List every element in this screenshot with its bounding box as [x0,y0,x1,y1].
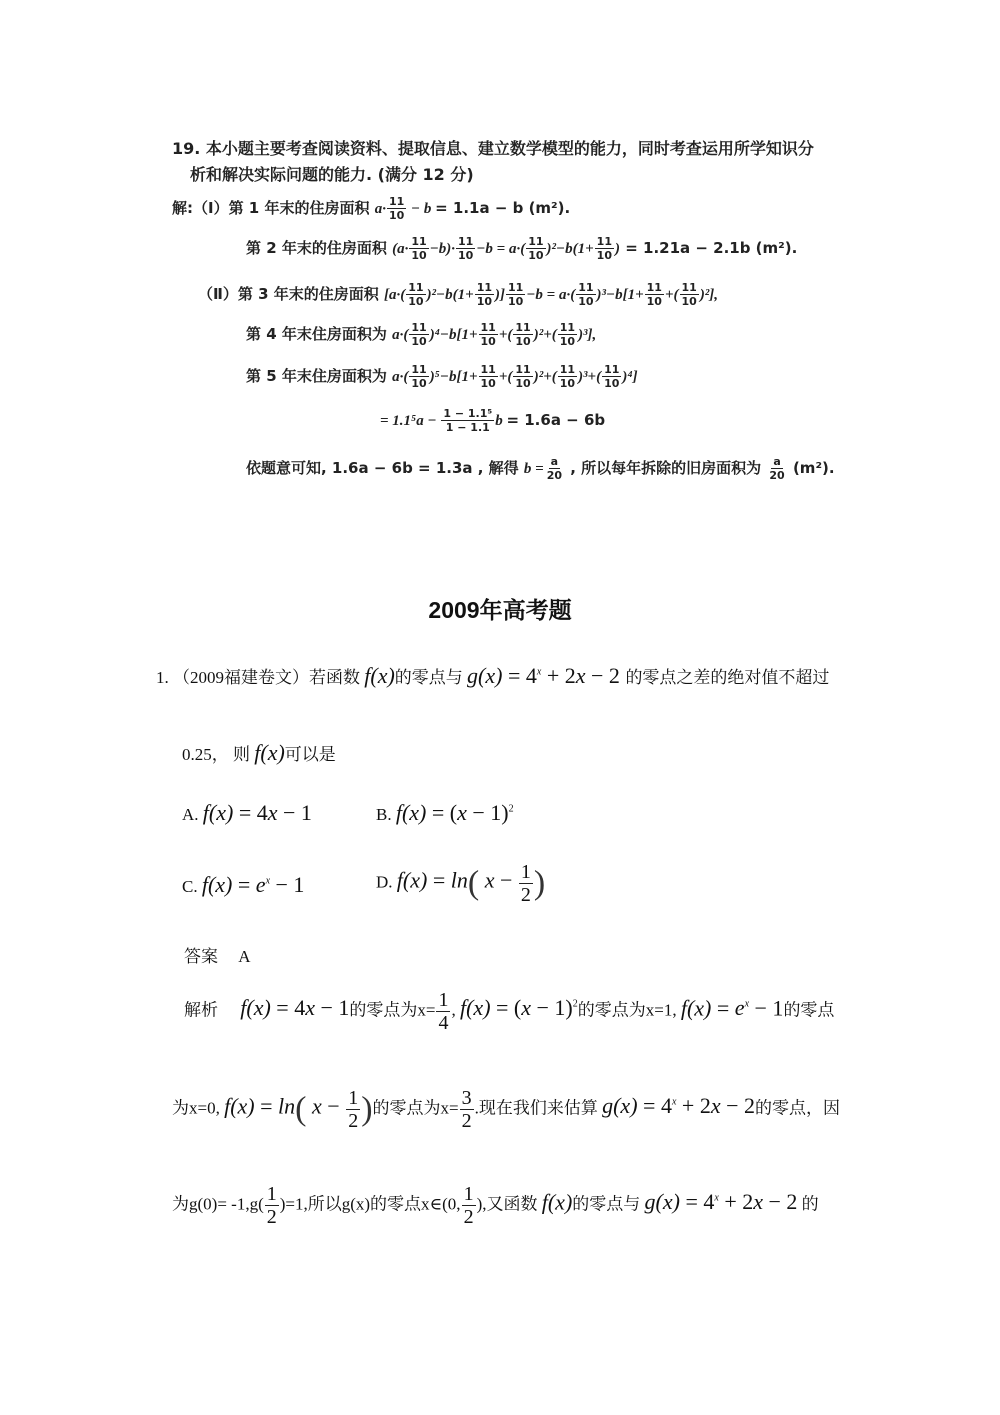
zero-of-text: 的零点与 [394,668,463,687]
analysis-line2: 为x=0, f(x) = ln( x − $\frac{1}{2}$ )的零点为x= $\frac{3}{2}$ .现在我们来估算 $g(x) = 4^x + 2x - 2$的零点，因 [172,1087,841,1132]
year5-result: = 1.6a − 6b [506,411,606,429]
scan-part2: （Ⅱ）第 3 年末的住房面积 [a·( $\frac{11}{10}$ )²−b(1+ $\frac{11}{10}$ )] $\frac{11}{10}$ −b = a·( $\frac{11}{10}$ )³−b[1+ $\frac{11}{10}$ +( $\frac{11}{10}$ )²], [198,281,719,308]
option-d[interactable]: D. f(x) = ln( x − $\frac{1}{2}$ ) [376,861,546,906]
conclusion-mid: , 所以每年拆除的旧房面积为 [570,459,762,477]
option-c[interactable]: C. $f(x) = e^x - 1$ [182,872,305,897]
analysis-line3: 为g(0)= -1,g( $\frac{1}{2}$ )=1,所以g(x)的零点x∈(0, $\frac{1}{2}$ ),又函数 f(x)的零点与 $g(x) = 4^x + 2x - 2$ 的 [172,1183,819,1228]
scan-year5-simplified: = 1.1⁵a − $\frac{\text{1 − 1.1⁵}}{1 - 1.1}$ b = 1.6a − 6b [380,407,606,434]
answer-line [184,942,251,967]
answer-value: A [238,947,251,966]
analysis-label: 解析 [184,1000,218,1020]
year5-label: 第 5 年末住房面积为 [246,367,387,385]
analysis-l2c: .现在我们来估算 [474,1098,598,1118]
question-source: （2009福建卷文）若函数 [173,668,360,687]
diff-text: 的零点之差的绝对值不超过 [625,668,830,687]
part1-result: = 1.1a − b (m²). [435,199,571,217]
scan-conclusion: 依题意可知, 1.6a − 6b = 1.3a , 解得 b = $\frac{a}{20}$ , 所以每年拆除的旧房面积为 $\frac{a}{20}$ (m²). [246,455,835,482]
option-a-label: A. [182,805,199,824]
analysis-l2a: 为x=0, [172,1098,220,1118]
part1-label: 解:（Ⅰ）第 1 年末的住房面积 [172,199,370,217]
option-a[interactable]: A. f(x) = 4x − 1 [182,800,312,825]
option-b[interactable]: B. $f(x) = (x - 1)^2$ [376,800,514,825]
scan-part1: 解:（Ⅰ）第 1 年末的住房面积 a· $\frac{11}{10}$ − b = 1.1a − b (m²). [172,195,571,222]
year4-label: 第 4 年末住房面积为 [246,325,387,343]
analysis-l3b: )=1,所以g(x)的零点x∈(0, [279,1194,461,1214]
scan-header-line1: 19. 本小题主要考查阅读资料、提取信息、建立数学模型的能力，同时考查运用所学知识分 [172,139,814,158]
line2-prefix: 0.25， 则 [182,745,250,764]
scan-year2: 第 2 年末的住房面积 (a· $\frac{11}{10}$ −b)· $\frac{11}{10}$ −b = a·( $\frac{11}{10}$ )²−b(1+ $\frac{11}{10}$ ) = 1.21a − 2.1b (m²). [246,235,798,262]
line2-suffix: 可以是 [284,745,336,764]
analysis-l2d: 的零点，因 [755,1098,841,1118]
question-number: 1. [156,668,169,687]
analysis-l1a: 的零点为x= [349,1000,436,1020]
year2-result: = 1.21a − 2.1b (m²). [625,239,798,257]
analysis-l1b: 的零点为x=1, [577,1000,677,1020]
conclusion-unit: (m²). [792,459,835,477]
option-d-label: D. [376,872,393,892]
option-c-label: C. [182,877,198,896]
analysis-l1c: 的零点 [783,1000,835,1020]
analysis-line1: 解析 f(x) = 4x − 1的零点为x= $\frac{1}{4}$ , $f(x) = (x - 1)^2$的零点为x=1, $f(x) = e^x - 1$的零点 [184,989,835,1034]
scan-header-line2: 析和解决实际问题的能力. (满分 12 分) [190,165,474,184]
scan-year4: 第 4 年末住房面积为 a·( $\frac{11}{10}$ )⁴−b[1+ $\frac{11}{10}$ +( $\frac{11}{10}$ )²+( $\frac{11}{10}$ )³], [246,321,597,348]
question-line1: 1. （2009福建卷文）若函数 f(x)的零点与 $g(x) = 4^x + 2x - 2$ 的零点之差的绝对值不超过 [156,663,830,688]
answer-label: 答案 [184,947,218,966]
part2-label: （Ⅱ）第 3 年末的住房面积 [198,285,379,303]
analysis-l2b: 的零点为x= [372,1098,459,1118]
year2-label: 第 2 年末的住房面积 [246,239,387,257]
conclusion-prefix: 依题意可知, 1.6a − 6b = 1.3a , 解得 [246,459,519,477]
option-b-label: B. [376,805,392,824]
analysis-l3e: 的 [801,1194,819,1214]
scan-year5: 第 5 年末住房面积为 a·( $\frac{11}{10}$ )⁵−b[1+ $\frac{11}{10}$ +( $\frac{11}{10}$ )²+( $\frac{11}{10}$ )³+( $\frac{11}{10}$ )⁴] [246,363,638,390]
analysis-l3d: 的零点与 [572,1194,641,1214]
question-line2: 0.25， 则 f(x)可以是 [182,740,336,765]
section-heading: 2009年高考题 [428,597,572,623]
analysis-l3c: ),又函数 [476,1194,538,1214]
analysis-l3a: 为g(0)= -1,g( [172,1194,264,1214]
